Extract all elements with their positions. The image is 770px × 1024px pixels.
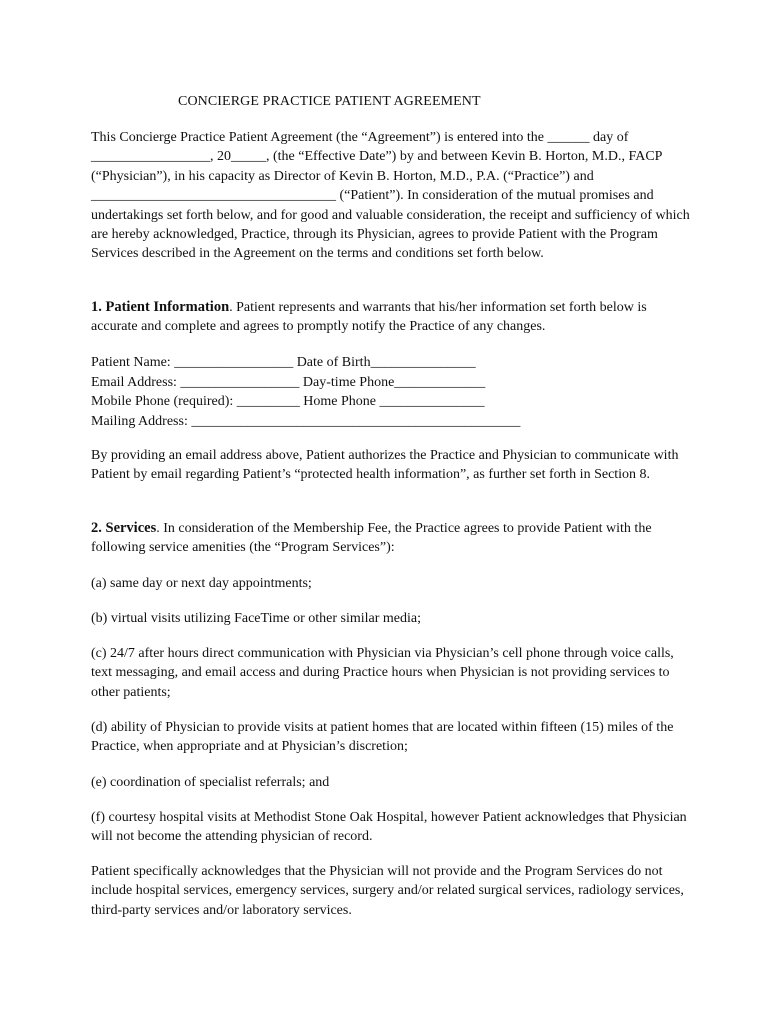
section-1-text: . Patient represents and warrants that his/her information set forth below is accurate and complete and agrees to promptly notify the Practice of any changes. xyxy=(91,300,647,335)
document-title: CONCIERGE PRACTICE PATIENT AGREEMENT xyxy=(178,94,481,109)
service-item-e: (e) coordination of specialist referrals; and xyxy=(91,775,330,790)
service-item-d: (d) ability of Physician to provide visits at patient homes that are located within fifteen (15) miles of the Practice, when appropriate and at Physician’s discretion; xyxy=(91,720,674,755)
section-1-heading: 1. Patient Information xyxy=(91,299,230,315)
patient-info-fields xyxy=(91,353,520,431)
mailing-address-line: Mailing Address: _______________________________________________ xyxy=(91,413,521,429)
email-dayphone-line: Email Address: _________________ Day-time Phone_____________ xyxy=(91,374,486,390)
email-consent-paragraph: By providing an email address above, Patient authorizes the Practice and Physician to communicate with Patient by email regarding Patient’s “protected health information”, as further set forth in Section 8. xyxy=(91,448,679,483)
section-1-paragraph xyxy=(91,298,691,337)
section-2-paragraph xyxy=(91,519,691,558)
section-2-text: . In consideration of the Membership Fee, the Practice agrees to provide Patient with the following service amenities (the “Program Services”): xyxy=(91,521,652,556)
service-item-c: (c) 24/7 after hours direct communication with Physician via Physician’s cell phone through voice calls, text messaging, and email access and during Practice hours when Physician is not providing services to other patients; xyxy=(91,646,674,700)
mobile-homephone-line: Mobile Phone (required): _________ Home Phone _______________ xyxy=(91,394,485,410)
section-2-heading: 2. Services xyxy=(91,520,157,536)
service-item-a: (a) same day or next day appointments; xyxy=(91,576,312,591)
intro-paragraph: This Concierge Practice Patient Agreement (the “Agreement”) is entered into the ______ day of _________________, 20_____, (the “Effective Date”) by and between Kevin B. Horton, M.D., FACP (“Physician”), in his capacity as Director of Kevin B. Horton, M.D., P.A. (“Practice”) and ___________________________________ (“Patient”). In consideration of the mutual promises and undertakings set forth below, and for good and valuable consideration, the receipt and sufficiency of which are hereby acknowledged, Practice, through its Physician, agrees to provide Patient with the Program Services described in the Agreement on the terms and conditions set forth below. xyxy=(91,130,690,262)
service-item-f: (f) courtesy hospital visits at Methodist Stone Oak Hospital, however Patient acknowledges that Physician will not become the attending physician of record. xyxy=(91,810,687,845)
patient-name-dob-line: Patient Name: _________________ Date of Birth_______________ xyxy=(91,355,476,370)
service-item-b: (b) virtual visits utilizing FaceTime or other similar media; xyxy=(91,611,421,626)
acknowledgment-paragraph: Patient specifically acknowledges that the Physician will not provide and the Program Services do not include hospital services, emergency services, surgery and/or related surgical services, radiology services, third-party services and/or laboratory services. xyxy=(91,864,684,918)
